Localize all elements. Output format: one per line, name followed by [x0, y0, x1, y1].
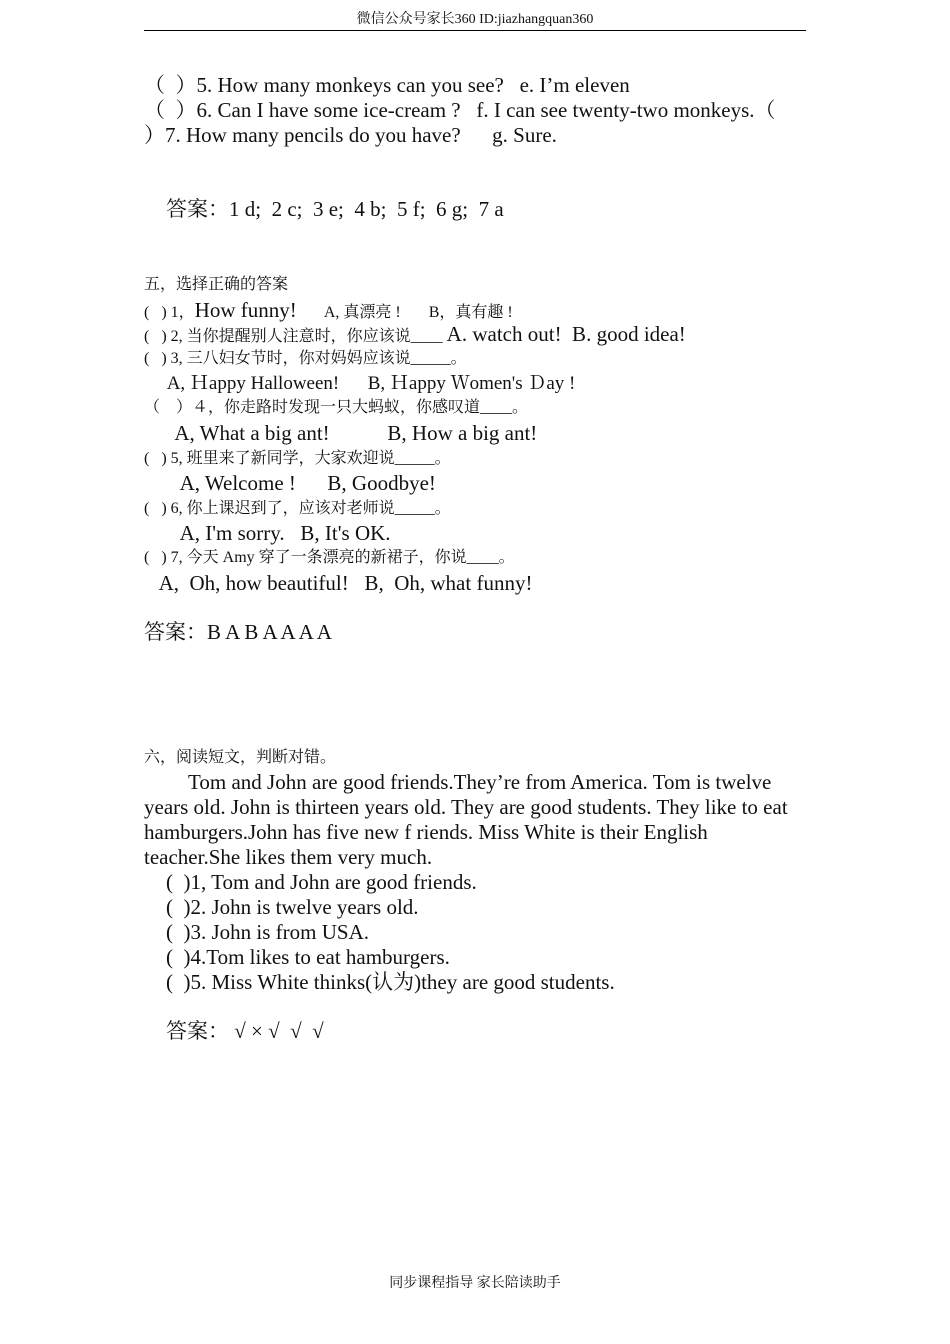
section5-q4: （ ）４，你走路时发现一只大蚂蚁，你感叹道____。 [144, 399, 529, 416]
section5-q5: ( ) 5, 班里来了新同学，大家欢迎说_____。 [144, 450, 451, 467]
page-header: 微信公众号家长360 ID:jiazhangquan360 [144, 10, 806, 31]
section5-q7: ( ) 7, 今天 Amy 穿了一条漂亮的新裙子，你说____。 [144, 549, 515, 566]
section5-q3: ( ) 3, 三八妇女节时，你对妈妈应该说_____。 [144, 350, 467, 367]
match-line-7: ）7. How many pencils do you have? g. Sure. [144, 123, 557, 147]
q2-prefix: ( ) 2, 当你提醒别人注意时，你应该说____ [144, 328, 447, 345]
section6-answer: 答案： √ × √ √ √ [166, 1019, 324, 1043]
section5-q7-options: A, Oh, how beautiful! B, Oh, what funny! [144, 571, 533, 595]
section5-q4-options: A, What a big ant! B, How a big ant! [144, 421, 538, 445]
answer-matching: 答案：1 d; 2 c; 3 e; 4 b; 5 f; 6 g; 7 a [166, 197, 504, 221]
q1-prefix: ( ) 1， [144, 304, 195, 321]
section5-q3-options: A, Ｈappy Halloween! B, Ｈappy Ｗomen's Ｄay ! [144, 373, 576, 394]
section5-q5-options: A, Welcome ! B, Goodbye! [144, 471, 436, 495]
judge-item-4: ( )4.Tom likes to eat hamburgers. [166, 945, 450, 969]
reading-passage [144, 770, 806, 870]
judge-item-3: ( )3. John is from USA. [166, 920, 369, 944]
judge-item-5: ( )5. Miss White thinks(认为)they are good students. [166, 970, 615, 994]
judge-item-1: ( )1, Tom and John are good friends. [166, 870, 477, 894]
passage-text: Tom and John are good friends.They’re from America. Tom is twelve years old. John is thirteen years old. They are good students. They like to eat hamburgers.John has five new f riends. Miss White is their English teacher.She likes them very much. [144, 770, 788, 869]
section5-answer: 答案：B A B A A A A [144, 620, 332, 644]
section6-title: 六，阅读短文，判断对错。 [144, 749, 337, 766]
q1-en: How funny! [194, 298, 297, 322]
match-line-5: （ ）5. How many monkeys can you see? e. I’m eleven [144, 73, 630, 97]
match-line-6: （ ）6. Can I have some ice-cream ? f. I can see twenty-two monkeys.（ [144, 98, 776, 122]
q2-en: A. watch out! B. good idea! [446, 322, 686, 346]
section5-q6-options: A, I'm sorry. B, It's OK. [144, 521, 391, 545]
section5-title: 五，选择正确的答案 [144, 276, 289, 293]
page-footer: 同步课程指导 家长陪读助手 [389, 1276, 561, 1291]
section5-q6: ( ) 6, 你上课迟到了，应该对老师说_____。 [144, 500, 451, 517]
judge-item-2: ( )2. John is twelve years old. [166, 895, 419, 919]
q1-options: A, 真漂亮 ! B，真有趣 ! [296, 304, 513, 321]
